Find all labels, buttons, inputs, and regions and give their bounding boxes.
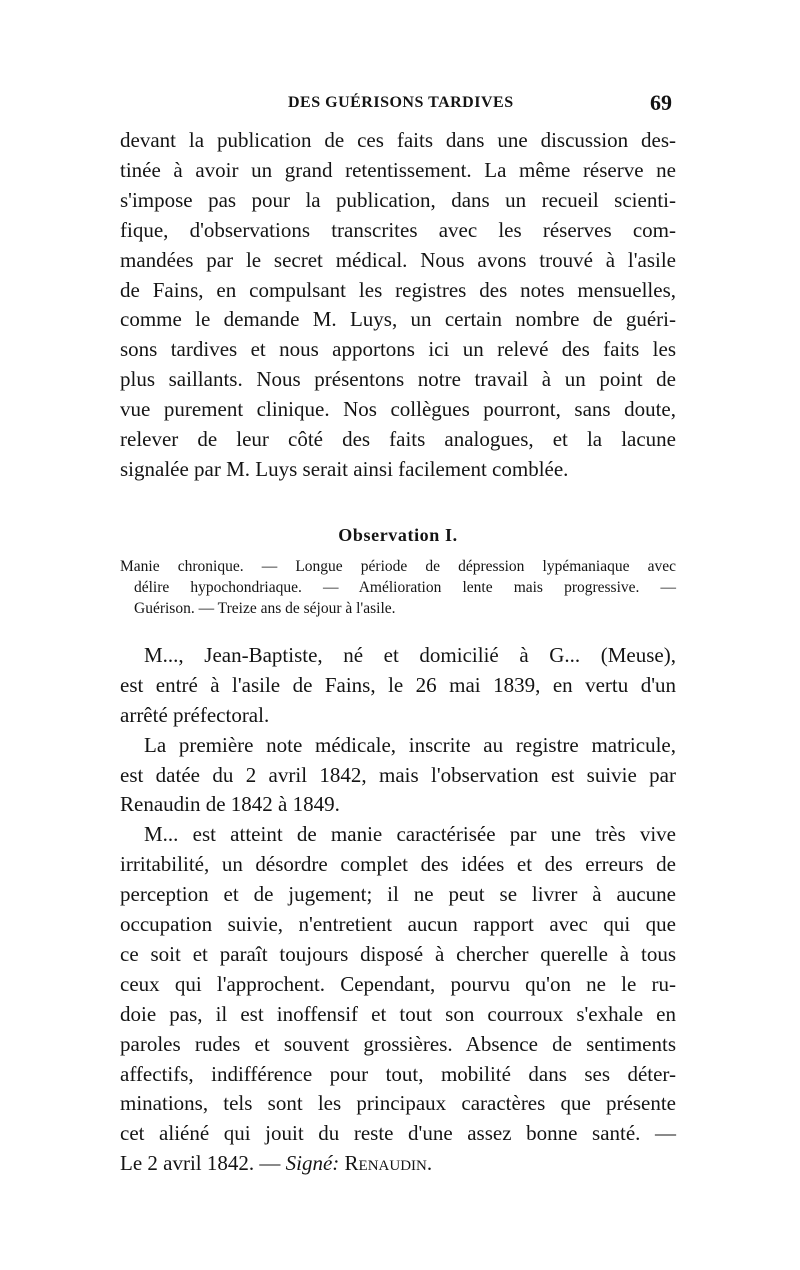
text-line: est entré à l'asile de Fains, le 26 mai 1839, en vertu d'un [120,672,676,697]
summary-line: Manie chronique. — Longue période de dépression lypémaniaque avec [120,557,676,575]
text-line: cet aliéné qui jouit du reste d'une assez bonne santé. — [120,1121,676,1146]
summary-line: Guérison. — Treize ans de séjour à l'asile. [134,599,396,617]
text-line: La première note médicale, inscrite au registre matricule, [144,732,676,757]
observation-summary [120,556,676,619]
text-line: M..., Jean-Baptiste, né et domicilié à G... (Meuse), [144,642,676,667]
text-line: paroles rudes et souvent grossières. Absence de sentiments [120,1031,676,1056]
text-line: M... est atteint de manie caractérisée par une très vive [144,822,676,847]
text-line: Renaudin de 1842 à 1849. [120,792,340,817]
signature-name: Renaudin. [344,1151,433,1176]
book-page [120,88,676,1179]
text-line: comme le demande M. Luys, un certain nombre de guéri- [120,307,676,332]
text-line: est datée du 2 avril 1842, mais l'observation est suivie par [120,762,676,787]
text-line: fique, d'observations transcrites avec les réserves com- [120,217,676,242]
signature-line [120,1149,676,1179]
text-line: signalée par M. Luys serait ainsi facilement comblée. [120,456,569,481]
text-line: relever de leur côté des faits analogues, et la lacune [120,427,676,452]
text-line: ce soit et paraît toujours disposé à chercher querelle à tous [120,941,676,966]
text-line: mandées par le secret médical. Nous avons trouvé à l'asile [120,247,676,272]
text-line: irritabilité, un désordre complet des idées et des erreurs de [120,852,676,877]
text-line: ceux qui l'approchent. Cependant, pourvu qu'on ne le ru- [120,971,676,996]
text-line: arrêté préfectoral. [120,702,270,727]
intro-paragraph [120,126,676,485]
running-head [120,88,676,126]
text-line: plus saillants. Nous présentons notre travail à un point de [120,367,676,392]
text-line: tinée à avoir un grand retentissement. La même réserve ne [120,157,676,182]
observation-title: Observation I. [338,524,458,545]
text-line: de Fains, en compulsant les registres des notes mensuelles, [120,277,676,302]
text-line: minations, tels sont les principaux caractères que présente [120,1091,676,1116]
text-line: affectifs, indifférence pour tout, mobilité dans ses déter- [120,1061,676,1086]
paragraph-description [120,820,676,1179]
text-line: perception et de jugement; il ne peut se livrer à aucune [120,882,676,907]
text-line: vue purement clinique. Nos collègues pourront, sans doute, [120,397,676,422]
signed-label: Signé: [285,1151,340,1176]
paragraph-first-note [120,731,676,821]
text-line: devant la publication de ces faits dans une discussion des- [120,128,676,152]
text-line: doie pas, il est inoffensif et tout son courroux s'exhale en [120,1001,676,1026]
paragraph-admission [120,641,676,731]
page-number: 69 [650,90,672,115]
text-line: occupation suivie, n'entretient aucun rapport avec qui que [120,912,676,937]
summary-line: délire hypochondriaque. — Amélioration lente mais progressive. — [134,578,676,596]
text-line: s'impose pas pour la publication, dans un recueil scienti- [120,187,676,212]
signature-date: Le 2 avril 1842. — [120,1151,281,1176]
text-line: sons tardives et nous apportons ici un relevé des faits les [120,337,676,362]
running-title: DES GUÉRISONS TARDIVES [288,94,514,111]
